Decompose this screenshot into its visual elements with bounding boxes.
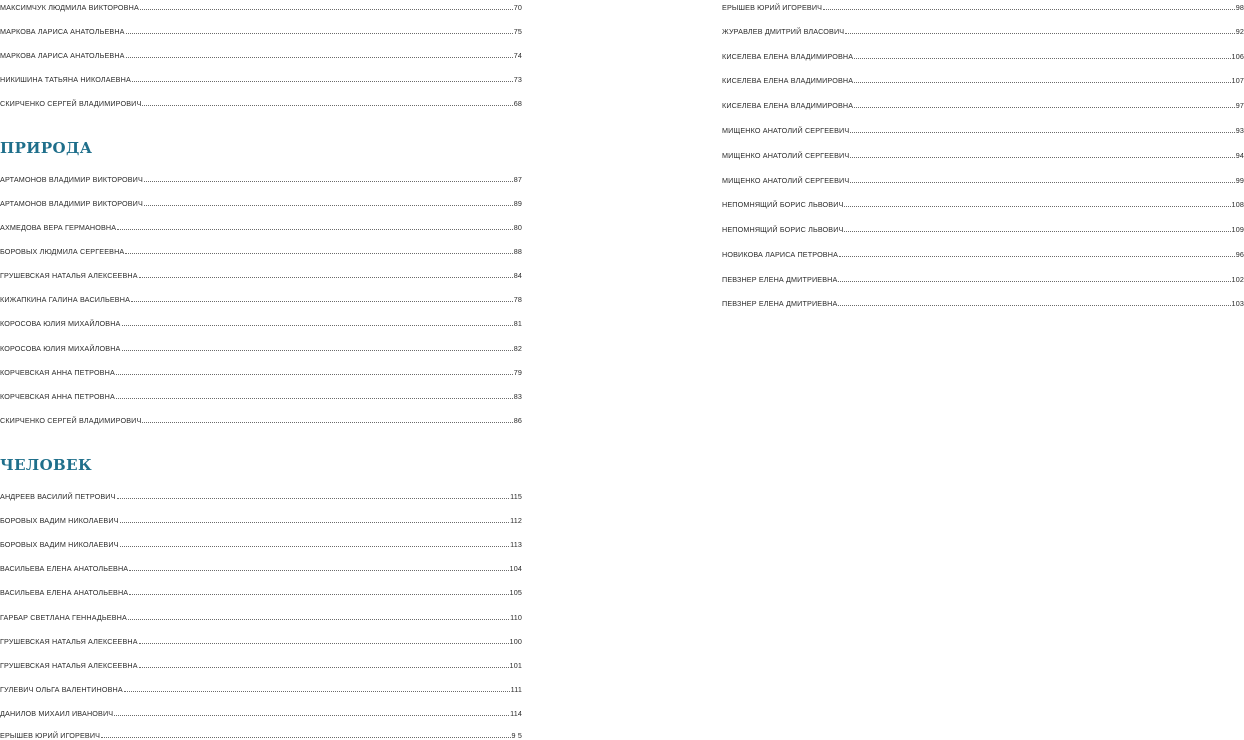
entry-name: ГУЛЕВИЧ ОЛЬГА ВАЛЕНТИНОВНА [0,685,123,694]
entry-name: КОРОСОВА ЮЛИЯ МИХАЙЛОВНА [0,319,121,328]
entry-name: ВАСИЛЬЕВА ЕЛЕНА АНАТОЛЬЕВНА [0,588,129,597]
entry-name: БОРОВЫХ ВАДИМ НИКОЛАЕВИЧ [0,540,119,549]
entry-name: НОВИКОВА ЛАРИСА ПЕТРОВНА [722,250,839,259]
index-entry[interactable] [722,73,1244,85]
dot-leader [126,57,513,58]
entry-page: 74 [513,51,522,60]
index-entry[interactable] [0,196,522,208]
entry-page: 108 [1231,200,1244,209]
dot-leader [838,305,1230,306]
dot-leader [144,205,513,206]
entry-page: 96 [1235,250,1244,259]
dot-leader [139,667,509,668]
index-entry[interactable] [0,537,522,549]
entry-name: КОРОСОВА ЮЛИЯ МИХАЙЛОВНА [0,344,121,353]
entry-name: АРТАМОНОВ ВЛАДИМИР ВИКТОРОВИЧ [0,175,143,184]
dot-leader [116,374,513,375]
entry-name: БОРОВЫХ ЛЮДМИЛА СЕРГЕЕВНА [0,247,125,256]
entry-page: 107 [1231,76,1244,85]
dot-leader [850,182,1234,183]
dot-leader [126,33,513,34]
dot-leader [122,350,513,351]
entry-name: АРТАМОНОВ ВЛАДИМИР ВИКТОРОВИЧ [0,199,143,208]
entry-name: КИЖАПКИНА ГАЛИНА ВАСИЛЬЕВНА [0,295,131,304]
entry-name: ПЕВЗНЕР ЕЛЕНА ДМИТРИЕВНА [722,299,838,308]
entry-name: АНДРЕЕВ ВАСИЛИЙ ПЕТРОВИЧ [0,492,116,501]
dot-leader [845,33,1234,34]
entry-page: 101 [509,661,522,670]
dot-leader [838,281,1230,282]
index-entry[interactable] [0,365,522,377]
index-entry[interactable] [722,272,1244,284]
entry-name: ЕРЫШЕВ ЮРИЙ ИГОРЕВИЧ [722,3,823,12]
index-entry[interactable] [722,98,1244,110]
entry-page: 83 [513,392,522,401]
entry-name: КОРЧЕВСКАЯ АННА ПЕТРОВНА [0,368,115,377]
dot-leader [125,253,512,254]
index-entry[interactable] [0,658,522,670]
index-entry[interactable] [0,682,522,694]
index-entry[interactable] [0,316,522,328]
section-heading-human: ЧЕЛОВЕК [0,456,93,474]
dot-leader [124,691,510,692]
dot-leader [854,58,1230,59]
entry-page: 94 [1235,151,1244,160]
index-entry[interactable] [0,72,522,84]
entry-page: 97 [1235,101,1244,110]
index-entry[interactable] [0,96,522,108]
index-entry[interactable] [0,220,522,232]
dot-leader [142,105,512,106]
index-entry[interactable] [722,49,1244,61]
dot-leader [139,643,509,644]
entry-page: 86 [513,416,522,425]
dot-leader [142,422,512,423]
dot-leader [144,181,513,182]
index-entry[interactable] [722,148,1244,160]
dot-leader [131,301,513,302]
index-entry[interactable] [0,48,522,60]
entry-name: ГРУШЕВСКАЯ НАТАЛЬЯ АЛЕКСЕЕВНА [0,637,138,646]
index-entry[interactable] [722,247,1244,259]
dot-leader [114,715,509,716]
index-entry[interactable] [0,728,522,740]
entry-page: 113 [510,540,522,549]
entry-page: 110 [510,613,522,622]
entry-page: 78 [513,295,522,304]
entry-page: 73 [513,75,522,84]
index-entry[interactable] [0,634,522,646]
entry-name: ГРУШЕВСКАЯ НАТАЛЬЯ АЛЕКСЕЕВНА [0,661,138,670]
dot-leader [120,546,509,547]
entry-page: 79 [513,368,522,377]
dot-leader [854,107,1235,108]
entry-name: ЖУРАВЛЕВ ДМИТРИЙ ВЛАСОВИЧ [722,27,845,36]
entry-page: 106 [1231,52,1244,61]
entry-name: КИСЕЛЕВА ЕЛЕНА ВЛАДИМИРОВНА [722,52,854,61]
entry-name: ПЕВЗНЕР ЕЛЕНА ДМИТРИЕВНА [722,275,838,284]
entry-page: 9 5 [511,731,522,740]
index-entry[interactable] [0,513,522,525]
entry-name: МАРКОВА ЛАРИСА АНАТОЛЬЕВНА [0,51,125,60]
entry-name: СКИРЧЕНКО СЕРГЕЙ ВЛАДИМИРОВИЧ [0,99,142,108]
entry-name: НЕПОМНЯЩИЙ БОРИС ЛЬВОВИЧ [722,200,844,209]
index-entry[interactable] [0,172,522,184]
index-entry[interactable] [0,610,522,622]
entry-name: ЕРЫШЕВ ЮРИЙ ИГОРЕВИЧ [0,731,101,740]
index-entry[interactable] [0,24,522,36]
entry-page: 81 [513,319,522,328]
dot-leader [122,325,513,326]
index-entry[interactable] [722,197,1244,209]
dot-leader [850,132,1234,133]
entry-name: КИСЕЛЕВА ЕЛЕНА ВЛАДИМИРОВНА [722,101,854,110]
entry-name: ГРУШЕВСКАЯ НАТАЛЬЯ АЛЕКСЕЕВНА [0,271,138,280]
entry-name: СКИРЧЕНКО СЕРГЕЙ ВЛАДИМИРОВИЧ [0,416,142,425]
index-entry[interactable] [0,389,522,401]
entry-name: МИЩЕНКО АНАТОЛИЙ СЕРГЕЕВИЧ [722,176,850,185]
index-entry[interactable] [722,24,1244,36]
section-heading-nature: ПРИРОДА [0,139,93,157]
entry-name: НИКИШИНА ТАТЬЯНА НИКОЛАЕВНА [0,75,131,84]
entry-name: ДАНИЛОВ МИХАИЛ ИВАНОВИЧ [0,709,114,718]
entry-page: 112 [510,516,522,525]
index-entry[interactable] [0,341,522,353]
dot-leader [839,256,1235,257]
entry-page: 88 [513,247,522,256]
index-entry[interactable] [722,123,1244,135]
index-entry[interactable] [0,706,522,718]
entry-page: 84 [513,271,522,280]
entry-page: 80 [513,223,522,232]
entry-name: КИСЕЛЕВА ЕЛЕНА ВЛАДИМИРОВНА [722,76,854,85]
entry-page: 102 [1231,275,1244,284]
entry-name: КОРЧЕВСКАЯ АННА ПЕТРОВНА [0,392,115,401]
entry-page: 89 [513,199,522,208]
index-entry[interactable] [722,296,1244,308]
entry-name: ВАСИЛЬЕВА ЕЛЕНА АНАТОЛЬЕВНА [0,564,129,573]
entry-name: МИЩЕНКО АНАТОЛИЙ СЕРГЕЕВИЧ [722,151,850,160]
dot-leader [117,498,510,499]
entry-name: АХМЕДОВА ВЕРА ГЕРМАНОВНА [0,223,117,232]
dot-leader [823,9,1235,10]
entry-name: БОРОВЫХ ВАДИМ НИКОЛАЕВИЧ [0,516,119,525]
dot-leader [844,206,1230,207]
entry-page: 105 [509,588,522,597]
dot-leader [101,737,510,738]
dot-leader [128,619,509,620]
dot-leader [132,81,513,82]
index-entry[interactable] [722,0,1244,12]
dot-leader [139,277,513,278]
entry-page: 87 [513,175,522,184]
entry-page: 111 [510,685,522,694]
entry-page: 75 [513,27,522,36]
entry-name: НЕПОМНЯЩИЙ БОРИС ЛЬВОВИЧ [722,225,844,234]
entry-page: 99 [1235,176,1244,185]
entry-page: 92 [1235,27,1244,36]
entry-name: МИЩЕНКО АНАТОЛИЙ СЕРГЕЕВИЧ [722,126,850,135]
entry-page: 98 [1235,3,1244,12]
index-entry[interactable] [0,561,522,573]
entry-page: 115 [510,492,522,501]
dot-leader [854,82,1230,83]
entry-page: 114 [510,709,522,718]
dot-leader [120,522,509,523]
entry-name: МАКСИМЧУК ЛЮДМИЛА ВИКТОРОВНА [0,3,139,12]
index-entry[interactable] [0,268,522,280]
dot-leader [116,398,513,399]
entry-page: 109 [1231,225,1244,234]
entry-page: 70 [513,3,522,12]
entry-page: 82 [513,344,522,353]
entry-page: 104 [509,564,522,573]
dot-leader [129,594,508,595]
entry-page: 68 [513,99,522,108]
entry-name: МАРКОВА ЛАРИСА АНАТОЛЬЕВНА [0,27,125,36]
index-entry[interactable] [0,0,522,12]
index-entry[interactable] [0,413,522,425]
dot-leader [850,157,1234,158]
index-entry[interactable] [0,244,522,256]
dot-leader [129,570,508,571]
entry-page: 100 [509,637,522,646]
index-entry[interactable] [722,173,1244,185]
dot-leader [844,231,1230,232]
entry-page: 93 [1235,126,1244,135]
dot-leader [117,229,512,230]
index-entry[interactable] [0,585,522,597]
index-entry[interactable] [722,222,1244,234]
entry-page: 103 [1231,299,1244,308]
dot-leader [140,9,513,10]
index-entry[interactable] [0,489,522,501]
entry-name: ГАРБАР СВЕТЛАНА ГЕННАДЬЕВНА [0,613,127,622]
index-entry[interactable] [0,292,522,304]
